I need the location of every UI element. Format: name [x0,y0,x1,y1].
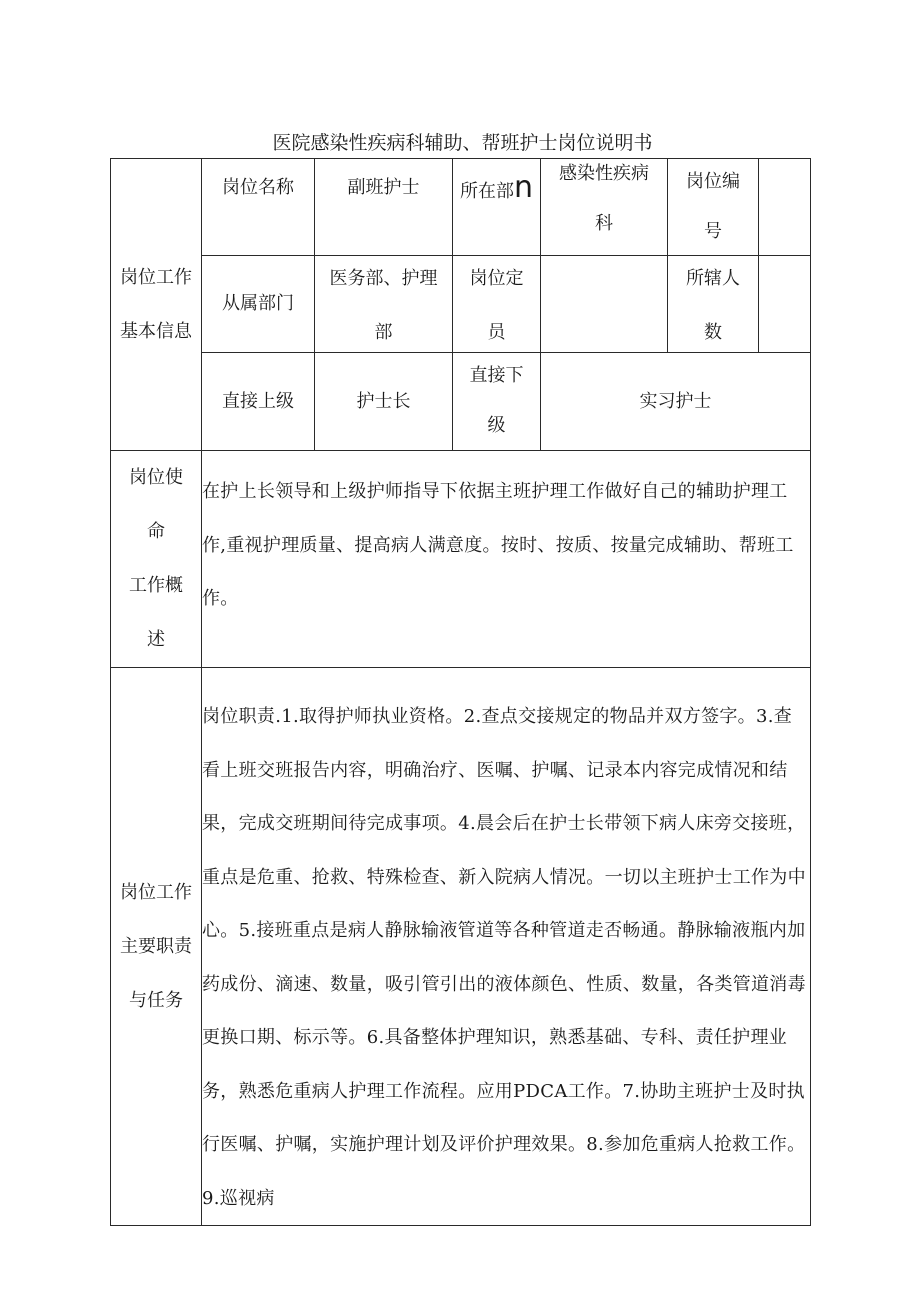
basic-info-row-1 [111,159,811,256]
staffing-label-line1: 岗位定 [469,268,524,289]
document-title: 医院感染性疾病科辅助、帮班护士岗位说明书 [272,132,653,154]
position-code-value [759,159,811,256]
mission-label-line2: 命 [147,521,165,542]
department-label-glyph: n [513,170,533,205]
department-label [453,159,541,256]
basic-info-label-line1: 岗位工作 [120,266,192,288]
parent-dept-value-line1: 医务部、护理 [329,268,438,289]
duties-label [111,668,202,1226]
position-name-label: 岗位名称 [202,159,315,256]
position-code-label-line2: 号 [704,221,722,242]
position-name-value: 副班护士 [315,159,453,256]
position-code-label-line1: 岗位编 [686,171,740,192]
basic-info-row-3 [111,353,811,451]
duties-text: 岗位职责.1.取得护师执业资格。2.查点交接规定的物品并双方签字。3.查看上班交班报告内容，明确治疗、医嘱、护嘱、记录本内容完成情况和结果，完成交班期间待完成事项。4.晨会后在护士长带领下病人床旁交接班，重点是危重、抢救、特殊检查、新入院病人情况。一切以主班护士工作为中心。5.接班重点是病人静脉输液管道等各种管道走否畅通。静脉输液瓶内加药成份、滴速、数量，吸引管引出的液体颜色、性质、数量，各类管道消毒更换口期、标示等。6.具备整体护理知识，熟悉基础、专科、责任护理业务，熟悉危重病人护理工作流程。应用PDCA工作。7.协助主班护士及时执行医嘱、护嘱，实施护理计划及评价护理效果。8.参加危重病人抢救工作。9.巡视病 [202,668,811,1226]
direct-superior-label: 直接上级 [202,353,315,451]
staffing-value [541,256,668,353]
subordinates-count-value [759,256,811,353]
basic-info-section-label [111,159,202,451]
staffing-label [453,256,541,353]
direct-subordinate-label-line2: 级 [487,415,506,436]
parent-dept-value-line2: 部 [374,322,393,343]
position-code-label [668,159,759,256]
mission-row [111,451,811,668]
mission-label [111,451,202,668]
duties-label-line3: 与任务 [129,989,183,1011]
department-value [541,159,668,256]
subordinates-count-label-line1: 所辖人 [686,268,740,289]
direct-subordinate-label-line1: 直接下 [469,365,524,386]
duties-row [111,668,811,1226]
duties-label-line1: 岗位工作 [120,881,192,903]
duties-label-line2: 主要职责 [120,935,192,957]
department-value-line2: 科 [595,213,613,234]
department-value-line1: 感染性疾病 [559,163,649,184]
mission-label-line1: 岗位使 [129,467,183,488]
job-description-table [110,158,811,1226]
parent-dept-value [315,256,453,353]
department-label-text: 所在部 [459,181,514,202]
mission-label-line4: 述 [147,629,165,650]
direct-subordinate-value: 实习护士 [541,353,811,451]
subordinates-count-label-line2: 数 [704,322,722,343]
staffing-label-line2: 员 [487,322,506,343]
direct-superior-value: 护士长 [315,353,453,451]
direct-subordinate-label [453,353,541,451]
mission-text: 在护上长领导和上级护师指导下依据主班护理工作做好自己的辅助护理工作,重视护理质量、提高病人满意度。按时、按质、按量完成辅助、帮班工作。 [202,451,811,668]
subordinates-count-label [668,256,759,353]
basic-info-label-line2: 基本信息 [120,320,192,342]
basic-info-row-2 [111,256,811,353]
mission-label-line3: 工作概 [129,575,183,596]
parent-dept-label: 从属部门 [202,256,315,353]
